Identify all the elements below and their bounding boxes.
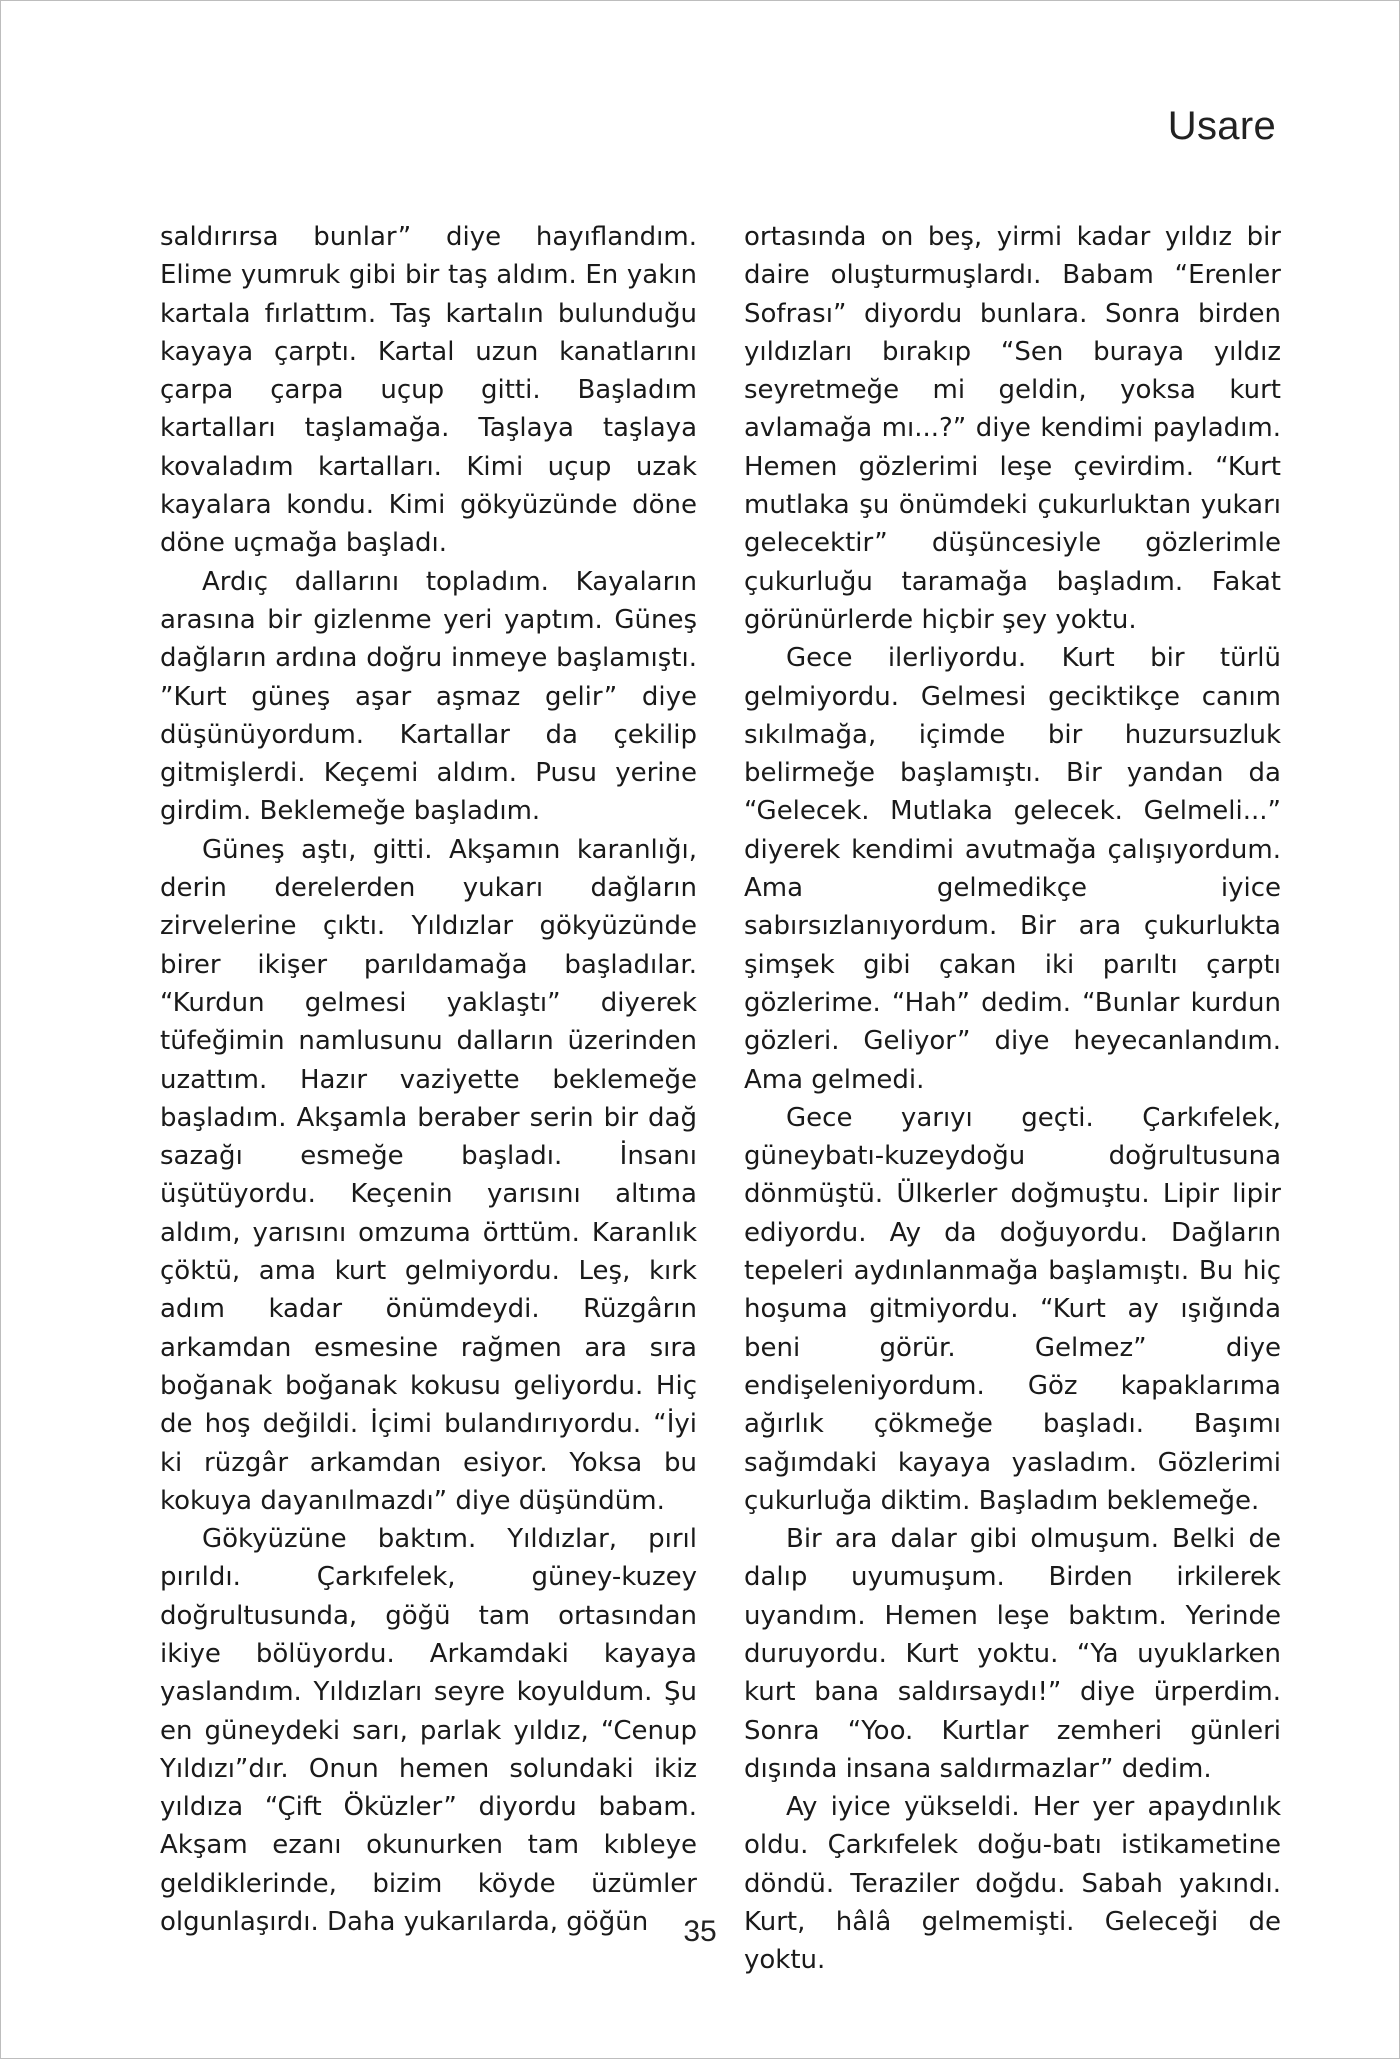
page-number: 35 [683,1915,717,1948]
text-column-right [744,218,1281,1980]
text-column-left [160,218,697,1941]
paragraph: Ardıç dallarını topladım. Kayaların arasına bir gizlenme yeri yaptım. Güneş dağların ardına doğru inmeye başlamıştı. ”Kurt güneş aşar aşmaz gelir” diye düşünüyordum. Kartallar da çekilip gitmişlerdi. Keçemi aldım. Pusu yerine girdim. Beklemeğe başladım. [160,566,697,827]
paragraph: Gece ilerliyordu. Kurt bir türlü gelmiyordu. Gelmesi geciktikçe canım sıkılmağa, içimde bir huzursuzluk belirmeğe başlamıştı. Bir yandan da “Gelecek. Mutlaka gelecek. Gelmeli...” diyerek kendimi avutmağa çalışıyordum. Ama gelmedikçe iyice sabırsızlanıyordum. Bir ara çukurlukta şimşek gibi çakan iki parıltı çarptı gözlerime. “Hah” dedim. “Bunlar kurdun gözleri. Geliyor” diye heyecanlandım. Ama gelmedi. [744,643,1281,1095]
paragraph: Gökyüzüne baktım. Yıldızlar, pırıl pırıldı. Çarkıfelek, güney-kuzey doğrultusunda, göğü tam ortasından ikiye bölüyordu. Arkamdaki kayaya yaslandım. Yıldızları seyre koyuldum. Şu en güneydeki sarı, parlak yıldız, “Cenup Yıldızı”dır. Onun hemen solundaki ikiz yıldıza “Çift Öküzler” diyordu babam. Akşam ezanı okunurken tam kıbleye geldiklerinde, bizim köyde üzümler olgunlaşırdı. Daha yukarılarda, göğün [160,1524,697,1938]
paragraph: Ay iyice yükseldi. Her yer apaydınlık oldu. Çarkıfelek doğu-batı istikametine döndü. Teraziler doğdu. Sabah yakındı. Kurt, hâlâ gelmemişti. Geleceği de yoktu. [744,1792,1281,1976]
paragraph: Bir ara dalar gibi olmuşum. Belki de dalıp uyumuşum. Birden irkilerek uyandım. Hemen leşe baktım. Yerinde duruyordu. Kurt yoktu. “Ya uyuklarken kurt bana saldırsaydı!” diye ürperdim. Sonra “Yoo. Kurtlar zemheri günleri dışında insana saldırmazlar” dedim. [744,1524,1281,1784]
paragraph: ortasında on beş, yirmi kadar yıldız bir daire oluşturmuşlardı. Babam “Erenler Sofrası” diyordu bunlara. Sonra birden yıldızları bırakıp “Sen buraya yıldız seyretmeğe mi geldin, yoksa kurt avlamağa mı...?” diye kendimi payladım. Hemen gözlerimi leşe çevirdim. “Kurt mutlaka şu önümdeki çukurluktan yukarı gelecektir” düşüncesiyle gözlerimle çukurluğu taramağa başladım. Fakat görünürlerde hiçbir şey yoktu. [744,222,1281,635]
running-header-title: Usare [1167,104,1276,148]
paragraph: Güneş aştı, gitti. Akşamın karanlığı, derin derelerden yukarı dağların zirvelerine çıktı. Yıldızlar gökyüzünde birer ikişer parıldamağa başladılar. “Kurdun gelmesi yaklaştı” diyerek tüfeğimin namlusunu dalların üzerinden uzattım. Hazır vaziyette beklemeğe başladım. Akşamla beraber serin bir dağ sazağı esmeğe başladı. İnsanı üşütüyordu. Keçenin yarısını altıma aldım, yarısını omzuma örttüm. Karanlık çöktü, ama kurt gelmiyordu. Leş, kırk adım kadar önümdeydi. Rüzgârın arkamdan esmesine rağmen ara sıra boğanak boğanak kokusu geliyordu. Hiç de hoş değildi. İçimi bulandırıyordu. “İyi ki rüzgâr arkamdan esiyor. Yoksa bu kokuya dayanılmazdı” diye düşündüm. [160,834,697,1516]
paragraph: Gece yarıyı geçti. Çarkıfelek, güneybatı-kuzeydoğu doğrultusuna dönmüştü. Ülkerler doğmuştu. Lipir lipir ediyordu. Ay da doğuyordu. Dağların tepeleri aydınlanmağa başlamıştı. Bu hiç hoşuma gitmiyordu. “Kurt ay ışığında beni görür. Gelmez” diye endişeleniyordum. Göz kapaklarıma ağırlık çökmeğe başladı. Başımı sağımdaki kayaya yasladım. Gözlerimi çukurluğa diktim. Başladım beklemeğe. [744,1102,1281,1516]
paragraph: saldırırsa bunlar” diye hayıflandım. Elime yumruk gibi bir taş aldım. En yakın kartala fırlattım. Taş kartalın bulunduğu kayaya çarptı. Kartal uzun kanatlarını çarpa çarpa uçup gitti. Başladım kartalları taşlamağa. Taşlaya taşlaya kovaladım kartalları. Kimi uçup uzak kayalara kondu. Kimi gökyüzünde döne döne uçmağa başladı. [160,222,697,559]
